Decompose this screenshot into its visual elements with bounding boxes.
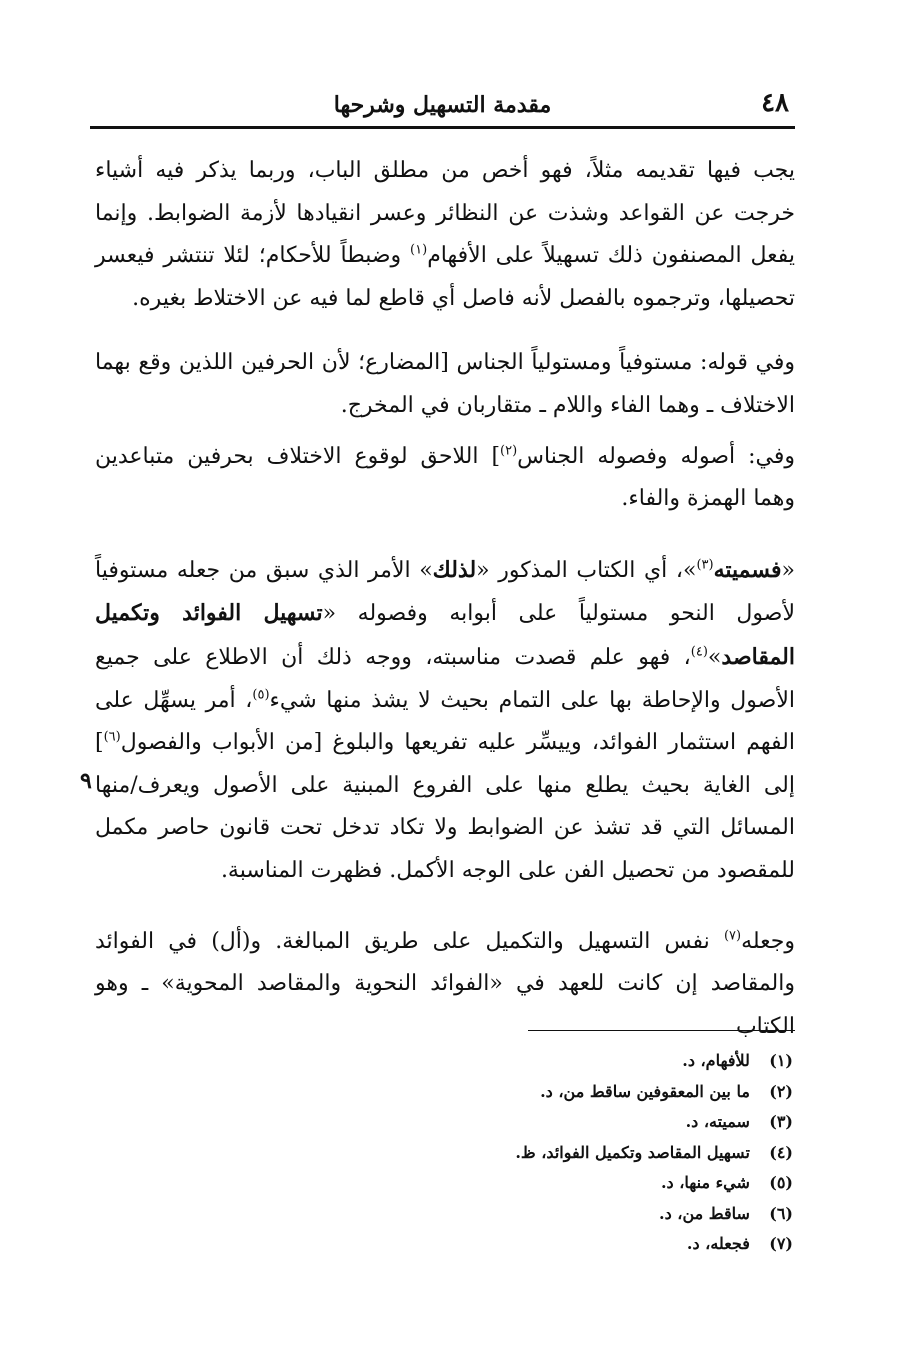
footnote-ref-7: (٧)	[723, 928, 742, 944]
bold-term-lidhalika: لذلك	[432, 556, 477, 583]
paragraph-3	[95, 436, 795, 521]
main-text	[95, 150, 795, 1070]
bold-book-title: تسهيل الفوائد وتكميل المقاصد	[95, 600, 795, 670]
footnote-ref-4: (٤)	[690, 644, 708, 660]
paragraph-2-text: وفي قوله: مستوفياً ومستولياً الجناس [المضارع؛ لأن الحرفين اللذين وقع بهما الاختلاف ـ وهما الفاء واللام ـ متقاربان في المخرج.	[95, 350, 795, 418]
bold-term-fasammaytuhu: فسميته	[713, 556, 782, 583]
footnote-text: تسهيل المقاصد وتكميل الفوائد، ظ.	[515, 1142, 750, 1162]
paragraph-1-text: يجب فيها تقديمه مثلاً، فهو أخص من مطلق الباب، وربما يذكر فيه أشياء خرجت عن القواعد وشذت عن النظائر وعسر انقيادها لأزمة الضوابط. وإنما يفعل المصنفون ذلك تسهيلاً على الأفهام	[95, 158, 795, 269]
footnote-item	[373, 1077, 793, 1108]
page-number: ٤٨	[761, 88, 789, 118]
footnote-item	[373, 1199, 793, 1230]
footnote-item	[373, 1229, 793, 1260]
footnote-item	[373, 1046, 793, 1077]
paragraph-4-text-d: ، فهو علم قصدت مناسبته، ووجه ذلك أن الاطلاع على جميع الأصول والإحاطة بها على التمام بحيث لا يشذ منها شيء	[95, 644, 795, 713]
footnote-text: فجعله، د.	[686, 1234, 750, 1253]
paragraph-4-text-b: » الأمر الذي سبق من جعله مستوفياً لأصول النحو مستولياً على أبوابه وفصوله «	[95, 557, 796, 627]
paragraph-4	[95, 549, 795, 893]
footnote-number: (٦)	[769, 1203, 793, 1223]
paragraph-1-text-cont: وضبطاً للأحكام؛ لئلا تنتشر فيعسر تحصيلها، وترجموه بالفصل لأنه فاصل أي قاطع لما فيه عن الاختلاط بغيره.	[95, 243, 795, 311]
footnote-number: (٧)	[769, 1234, 793, 1253]
running-title: مقدمة التسهيل وشرحها	[333, 92, 552, 118]
footnote-item	[373, 1168, 793, 1199]
footnote-ref-2: (٢)	[500, 443, 518, 459]
footnote-number: (٥)	[769, 1173, 793, 1192]
footnote-text: للأفهام، د.	[682, 1051, 750, 1070]
footnote-ref-6: (٦)	[103, 729, 121, 745]
quote-close: »	[707, 644, 722, 670]
manuscript-folio-marker: ٩	[80, 768, 92, 794]
footnote-number: (١)	[769, 1051, 793, 1070]
footnote-number: (٣)	[769, 1112, 793, 1131]
page-header	[90, 86, 795, 129]
footnote-separator	[528, 1030, 795, 1031]
footnote-ref-3: (٣)	[696, 557, 714, 573]
quote-open: «	[781, 557, 795, 583]
footnote-text: ساقط من، د.	[659, 1203, 750, 1223]
paragraph-5-text-b: نفس التسهيل والتكميل على طريق المبالغة. و(أل) في الفوائد والمقاصد إن كانت للعهد في «الفوائد النحوية والمقاصد المحوية» ـ وهو الكتاب	[95, 928, 795, 1039]
paragraph-5-text-a: وجعله	[741, 928, 795, 954]
footnote-text: سميته، د.	[685, 1112, 750, 1131]
paragraph-4-text-f: ] إلى الغاية بحيث يطلع منها على الفروع المبنية على الأصول ويعرف/منها المسائل التي قد تشذ عن الضوابط ولا تكاد تدخل تحت قانون حاصر مكمل للمقصود من تحصيل الفن على الوجه الأكمل. فظهرت المناسبة.	[95, 730, 795, 883]
paragraph-1	[95, 150, 795, 320]
footnote-ref-1: (١)	[410, 242, 428, 258]
paragraph-3-text-cont: ] اللاحق لوقوع الاختلاف بحرفين متباعدين وهما الهمزة والفاء.	[95, 443, 795, 512]
footnote-ref-5: (٥)	[252, 687, 270, 703]
paragraph-2	[95, 342, 795, 427]
footnote-item	[373, 1138, 793, 1169]
paragraph-4-text-e: ، أمر يسهِّل على الفهم استثمار الفوائد، وييسِّر عليه تفريعها والبلوغ [من الأبواب والفصول	[95, 687, 795, 756]
footnotes-section	[373, 1046, 793, 1260]
footnote-number: (٤)	[769, 1142, 793, 1162]
footnote-item	[373, 1107, 793, 1138]
footnote-text: ما بين المعقوفين ساقط من، د.	[540, 1081, 750, 1101]
footnote-text: شيء منها، د.	[660, 1173, 750, 1192]
footnote-number: (٢)	[769, 1081, 793, 1101]
paragraph-3-text: وفي: أصوله وفصوله الجناس	[517, 443, 795, 469]
paragraph-4-text-a: »، أي الكتاب المذكور «	[476, 557, 697, 583]
